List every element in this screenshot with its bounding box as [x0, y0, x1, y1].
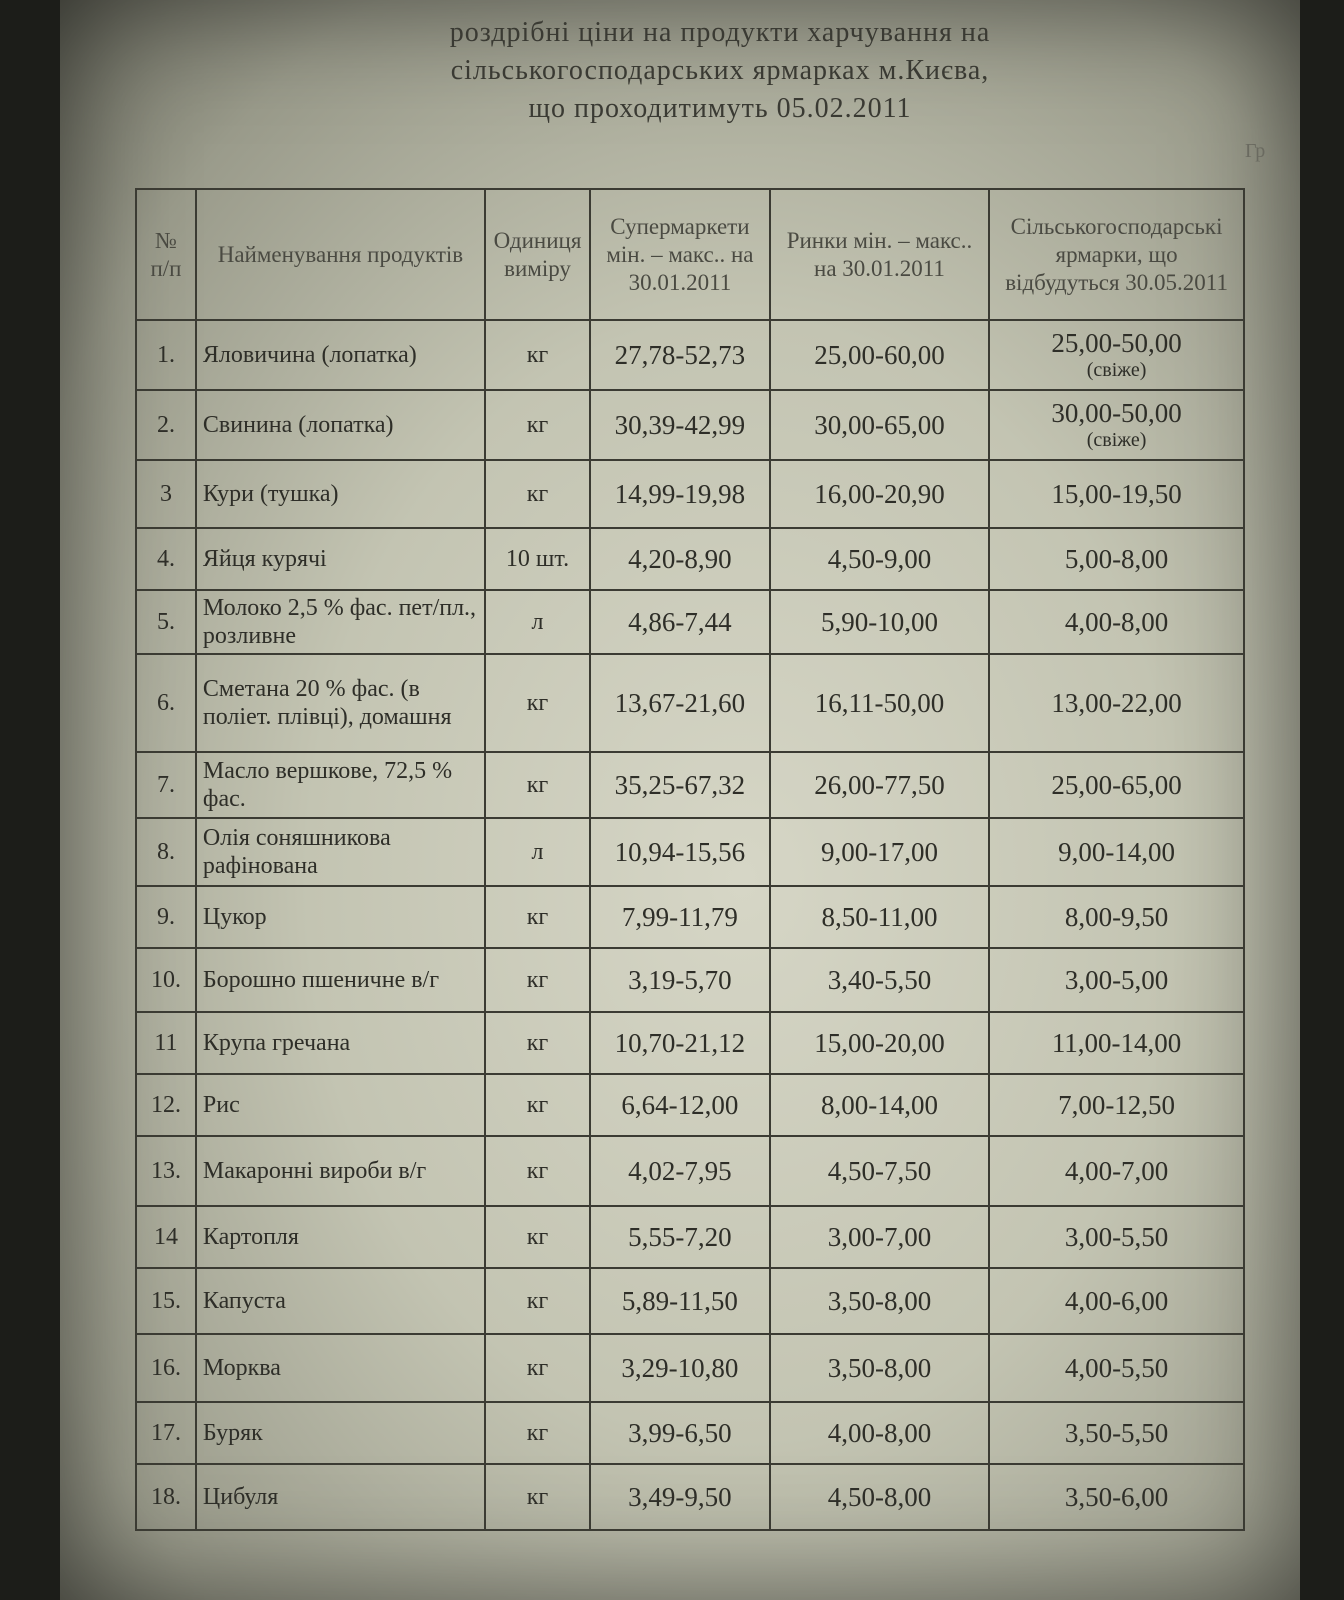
fair-price	[989, 1206, 1244, 1268]
row-number	[136, 654, 196, 752]
unit-of-measure-text: кг	[526, 1091, 549, 1118]
fair-price-text: 3,50-5,50	[1064, 1417, 1169, 1448]
table-row	[136, 320, 1244, 390]
table-header-row	[136, 189, 1244, 320]
row-number	[136, 1334, 196, 1402]
row-number-text: 12.	[150, 1091, 181, 1118]
market-price	[770, 528, 989, 590]
unit-of-measure-text: кг	[526, 1157, 549, 1184]
product-name-text: Цукор	[202, 904, 267, 930]
price-table	[135, 188, 1245, 1531]
row-number-text: 10.	[150, 966, 181, 993]
fair-price-text: 30,00-50,00	[1051, 398, 1182, 428]
product-name	[196, 320, 485, 390]
unit-of-measure	[485, 1012, 590, 1074]
product-name-text: Яловичина (лопатка)	[202, 342, 417, 368]
fair-price	[989, 320, 1244, 390]
title-line-3: що проходитимуть 05.02.2011	[528, 93, 912, 124]
market-price	[770, 1268, 989, 1334]
supermarket-price-text: 10,94-15,56	[614, 836, 746, 867]
supermarket-price-text: 3,29-10,80	[621, 1352, 739, 1383]
header-supermarkets: Супермаркети мін. – макс.. на 30.01.2011	[590, 189, 770, 320]
supermarket-price-text: 30,39-42,99	[614, 409, 746, 440]
row-number	[136, 590, 196, 654]
unit-of-measure-text: кг	[526, 1419, 549, 1446]
row-number	[136, 1464, 196, 1530]
fair-price-text: 11,00-14,00	[1051, 1027, 1182, 1058]
fair-price	[989, 1012, 1244, 1074]
market-price	[770, 818, 989, 886]
product-name-text: Цибуля	[202, 1484, 279, 1510]
table-row	[136, 948, 1244, 1012]
market-price	[770, 752, 989, 818]
fair-price-text: 4,00-6,00	[1064, 1285, 1169, 1316]
unit-of-measure-text: л	[531, 838, 544, 865]
fair-price-text: 9,00-14,00	[1058, 836, 1176, 867]
product-name	[196, 1268, 485, 1334]
product-name-text: Картопля	[202, 1224, 299, 1250]
fair-price	[989, 1136, 1244, 1206]
market-price-text: 4,00-8,00	[827, 1417, 932, 1448]
row-number	[136, 886, 196, 948]
market-price	[770, 948, 989, 1012]
fair-price-text: 3,00-5,50	[1064, 1221, 1169, 1252]
header-fairs: Сільськогосподарські ярмарки, що відбудуться 30.05.2011	[989, 189, 1244, 320]
row-number	[136, 1012, 196, 1074]
fair-price-text: 25,00-50,00	[1051, 328, 1182, 358]
unit-of-measure-text: кг	[526, 341, 549, 368]
supermarket-price	[590, 654, 770, 752]
supermarket-price-text: 5,55-7,20	[628, 1221, 732, 1252]
row-number	[136, 752, 196, 818]
product-name	[196, 1012, 485, 1074]
product-name-text: Свинина (лопатка)	[202, 412, 394, 438]
supermarket-price	[590, 1074, 770, 1136]
market-price-text: 3,50-8,00	[827, 1352, 932, 1383]
market-price	[770, 1074, 989, 1136]
table-row	[136, 654, 1244, 752]
product-name-text: Яйця курячі	[202, 546, 327, 572]
row-number-text: 1.	[156, 341, 175, 368]
unit-of-measure-text: 10 шт.	[505, 545, 570, 572]
fair-price-text: 15,00-19,50	[1051, 478, 1182, 509]
market-price-text: 8,50-11,00	[821, 901, 938, 932]
unit-of-measure-text: кг	[526, 689, 549, 716]
unit-of-measure-text: кг	[526, 1483, 549, 1510]
unit-of-measure	[485, 1136, 590, 1206]
supermarket-price	[590, 528, 770, 590]
row-number-text: 18.	[150, 1483, 181, 1510]
table-row	[136, 886, 1244, 948]
supermarket-price	[590, 460, 770, 528]
market-price-text: 4,50-8,00	[827, 1481, 932, 1512]
table-row	[136, 390, 1244, 460]
fair-price-text: 3,50-6,00	[1064, 1481, 1169, 1512]
title-line-1: роздрібні ціни на продукти харчування на	[449, 17, 991, 48]
supermarket-price	[590, 886, 770, 948]
fair-price	[989, 460, 1244, 528]
product-name	[196, 1402, 485, 1464]
unit-of-measure	[485, 1402, 590, 1464]
title-line-2: сільськогосподарських ярмарках м.Києва,	[450, 55, 990, 86]
fair-price-text: 7,00-12,50	[1058, 1089, 1176, 1120]
market-price	[770, 460, 989, 528]
supermarket-price	[590, 390, 770, 460]
product-name	[196, 654, 485, 752]
fair-price-note: (свіже)	[1086, 359, 1147, 381]
unit-of-measure-text: кг	[526, 1223, 549, 1250]
table-row	[136, 1334, 1244, 1402]
product-name	[196, 948, 485, 1012]
supermarket-price-text: 35,25-67,32	[614, 769, 746, 800]
supermarket-price-text: 27,78-52,73	[614, 339, 746, 370]
row-number	[136, 818, 196, 886]
row-number-text: 13.	[150, 1157, 181, 1184]
header-markets: Ринки мін. – макс.. на 30.01.2011	[770, 189, 989, 320]
table-row	[136, 752, 1244, 818]
fair-price	[989, 1402, 1244, 1464]
fair-price	[989, 948, 1244, 1012]
market-price-text: 4,50-9,00	[827, 543, 932, 574]
fair-price	[989, 528, 1244, 590]
fair-price	[989, 886, 1244, 948]
unit-of-measure-text: л	[531, 608, 544, 635]
unit-of-measure	[485, 590, 590, 654]
market-price-text: 30,00-65,00	[814, 409, 945, 440]
table-row	[136, 1074, 1244, 1136]
market-price-text: 5,90-10,00	[820, 606, 938, 637]
fair-price-text: 3,00-5,00	[1064, 964, 1169, 995]
product-name-text: Кури (тушка)	[202, 481, 339, 507]
unit-of-measure-text: кг	[526, 411, 549, 438]
row-number	[136, 460, 196, 528]
unit-of-measure	[485, 390, 590, 460]
row-number	[136, 528, 196, 590]
unit-of-measure-text: кг	[526, 1354, 549, 1381]
market-price	[770, 1012, 989, 1074]
unit-of-measure	[485, 886, 590, 948]
row-number-text: 14	[153, 1223, 178, 1250]
corner-mark: Гр	[1245, 140, 1266, 162]
row-number-text: 8.	[156, 838, 175, 865]
market-price-text: 9,00-17,00	[820, 836, 938, 867]
supermarket-price	[590, 320, 770, 390]
supermarket-price	[590, 1012, 770, 1074]
table-row	[136, 818, 1244, 886]
row-number-text: 16.	[150, 1354, 181, 1381]
unit-of-measure	[485, 818, 590, 886]
market-price	[770, 390, 989, 460]
row-number	[136, 1206, 196, 1268]
market-price	[770, 320, 989, 390]
product-name-text: Олія соняшникова рафінована	[202, 825, 391, 879]
market-price	[770, 1206, 989, 1268]
row-number-text: 2.	[156, 411, 175, 438]
unit-of-measure	[485, 752, 590, 818]
supermarket-price	[590, 1268, 770, 1334]
fair-price	[989, 1464, 1244, 1530]
unit-of-measure-text: кг	[526, 480, 549, 507]
row-number-text: 7.	[156, 771, 175, 798]
supermarket-price	[590, 752, 770, 818]
row-number-text: 4.	[156, 545, 175, 572]
supermarket-price	[590, 948, 770, 1012]
product-name	[196, 528, 485, 590]
product-name-text: Крупа гречана	[202, 1030, 351, 1056]
fair-price-text: 25,00-65,00	[1051, 769, 1182, 800]
market-price-text: 26,00-77,50	[814, 769, 945, 800]
header-name: Найменування продуктів	[196, 189, 485, 320]
supermarket-price-text: 4,86-7,44	[628, 606, 732, 637]
table-row	[136, 528, 1244, 590]
row-number	[136, 1074, 196, 1136]
row-number	[136, 1402, 196, 1464]
table-row	[136, 1464, 1244, 1530]
supermarket-price-text: 3,99-6,50	[628, 1417, 732, 1448]
market-price	[770, 590, 989, 654]
product-name-text: Рис	[202, 1092, 240, 1118]
market-price-text: 3,40-5,50	[827, 964, 932, 995]
supermarket-price-text: 14,99-19,98	[614, 478, 746, 509]
market-price-text: 15,00-20,00	[814, 1027, 945, 1058]
market-price	[770, 1464, 989, 1530]
unit-of-measure	[485, 460, 590, 528]
unit-of-measure-text: кг	[526, 1287, 549, 1314]
row-number-text: 6.	[156, 689, 175, 716]
product-name	[196, 1464, 485, 1530]
row-number	[136, 948, 196, 1012]
product-name-text: Масло вершкове, 72,5 % фас.	[202, 758, 453, 812]
fair-price-text: 5,00-8,00	[1064, 543, 1169, 574]
market-price-text: 8,00-14,00	[820, 1089, 938, 1120]
market-price	[770, 654, 989, 752]
table-row	[136, 1136, 1244, 1206]
product-name-text: Макаронні вироби в/г	[202, 1158, 427, 1184]
unit-of-measure-text: кг	[526, 1029, 549, 1056]
row-number	[136, 320, 196, 390]
unit-of-measure	[485, 1268, 590, 1334]
table-row	[136, 1402, 1244, 1464]
unit-of-measure-text: кг	[526, 966, 549, 993]
fair-price-text: 13,00-22,00	[1051, 687, 1182, 718]
supermarket-price-text: 10,70-21,12	[614, 1027, 746, 1058]
supermarket-price	[590, 818, 770, 886]
supermarket-price	[590, 1402, 770, 1464]
product-name	[196, 1136, 485, 1206]
fair-price	[989, 1074, 1244, 1136]
market-price-text: 4,50-7,50	[827, 1155, 932, 1186]
market-price	[770, 1136, 989, 1206]
header-unit: Одиниця виміру	[485, 189, 590, 320]
table-row	[136, 1012, 1244, 1074]
unit-of-measure	[485, 948, 590, 1012]
unit-of-measure-text: кг	[526, 903, 549, 930]
product-name	[196, 460, 485, 528]
table-row	[136, 590, 1244, 654]
document-title	[380, 14, 1060, 128]
market-price-text: 16,00-20,90	[814, 478, 945, 509]
fair-price	[989, 390, 1244, 460]
row-number	[136, 1268, 196, 1334]
fair-price	[989, 590, 1244, 654]
table-body	[136, 320, 1244, 1530]
product-name	[196, 590, 485, 654]
product-name	[196, 1206, 485, 1268]
product-name	[196, 1074, 485, 1136]
row-number-text: 17.	[150, 1419, 181, 1446]
product-name	[196, 818, 485, 886]
unit-of-measure-text: кг	[526, 771, 549, 798]
fair-price-text: 8,00-9,50	[1064, 901, 1169, 932]
unit-of-measure	[485, 320, 590, 390]
market-price	[770, 1402, 989, 1464]
row-number-text: 5.	[156, 608, 175, 635]
fair-price-note: (свіже)	[1086, 429, 1147, 451]
supermarket-price-text: 13,67-21,60	[614, 687, 746, 718]
row-number-text: 9.	[156, 903, 175, 930]
fair-price-text: 4,00-8,00	[1064, 606, 1169, 637]
fair-price	[989, 654, 1244, 752]
supermarket-price-text: 4,20-8,90	[628, 543, 732, 574]
table-row	[136, 1206, 1244, 1268]
product-name-text: Борошно пшеничне в/г	[202, 967, 440, 993]
supermarket-price-text: 6,64-12,00	[621, 1089, 739, 1120]
market-price-text: 3,50-8,00	[827, 1285, 932, 1316]
supermarket-price	[590, 1464, 770, 1530]
unit-of-measure	[485, 654, 590, 752]
product-name-text: Капуста	[202, 1288, 286, 1314]
unit-of-measure	[485, 1074, 590, 1136]
product-name-text: Молоко 2,5 % фас. пет/пл., розливне	[202, 595, 477, 649]
row-number-text: 3	[159, 480, 172, 507]
fair-price	[989, 818, 1244, 886]
supermarket-price-text: 4,02-7,95	[628, 1155, 732, 1186]
fair-price-text: 4,00-7,00	[1064, 1155, 1169, 1186]
unit-of-measure	[485, 528, 590, 590]
supermarket-price	[590, 590, 770, 654]
market-price-text: 3,00-7,00	[827, 1221, 932, 1252]
supermarket-price-text: 3,19-5,70	[628, 964, 732, 995]
fair-price-text: 4,00-5,50	[1064, 1352, 1169, 1383]
fair-price	[989, 752, 1244, 818]
product-name	[196, 886, 485, 948]
row-number-text: 15.	[150, 1287, 181, 1314]
product-name-text: Буряк	[202, 1420, 263, 1446]
header-num: № п/п	[136, 189, 196, 320]
market-price	[770, 1334, 989, 1402]
market-price-text: 25,00-60,00	[814, 339, 945, 370]
product-name	[196, 752, 485, 818]
table-row	[136, 1268, 1244, 1334]
supermarket-price	[590, 1136, 770, 1206]
product-name	[196, 1334, 485, 1402]
unit-of-measure	[485, 1464, 590, 1530]
supermarket-price-text: 7,99-11,79	[621, 901, 738, 932]
product-name-text: Сметана 20 % фас. (в поліет. плівці), домашня	[202, 676, 452, 730]
row-number-text: 11	[154, 1029, 178, 1056]
unit-of-measure	[485, 1334, 590, 1402]
row-number	[136, 1136, 196, 1206]
row-number	[136, 390, 196, 460]
supermarket-price-text: 3,49-9,50	[628, 1481, 732, 1512]
table-row	[136, 460, 1244, 528]
fair-price	[989, 1268, 1244, 1334]
supermarket-price	[590, 1334, 770, 1402]
supermarket-price-text: 5,89-11,50	[621, 1285, 738, 1316]
fair-price	[989, 1334, 1244, 1402]
market-price-text: 16,11-50,00	[814, 687, 945, 718]
supermarket-price	[590, 1206, 770, 1268]
product-name-text: Морква	[202, 1355, 281, 1381]
unit-of-measure	[485, 1206, 590, 1268]
market-price	[770, 886, 989, 948]
product-name	[196, 390, 485, 460]
